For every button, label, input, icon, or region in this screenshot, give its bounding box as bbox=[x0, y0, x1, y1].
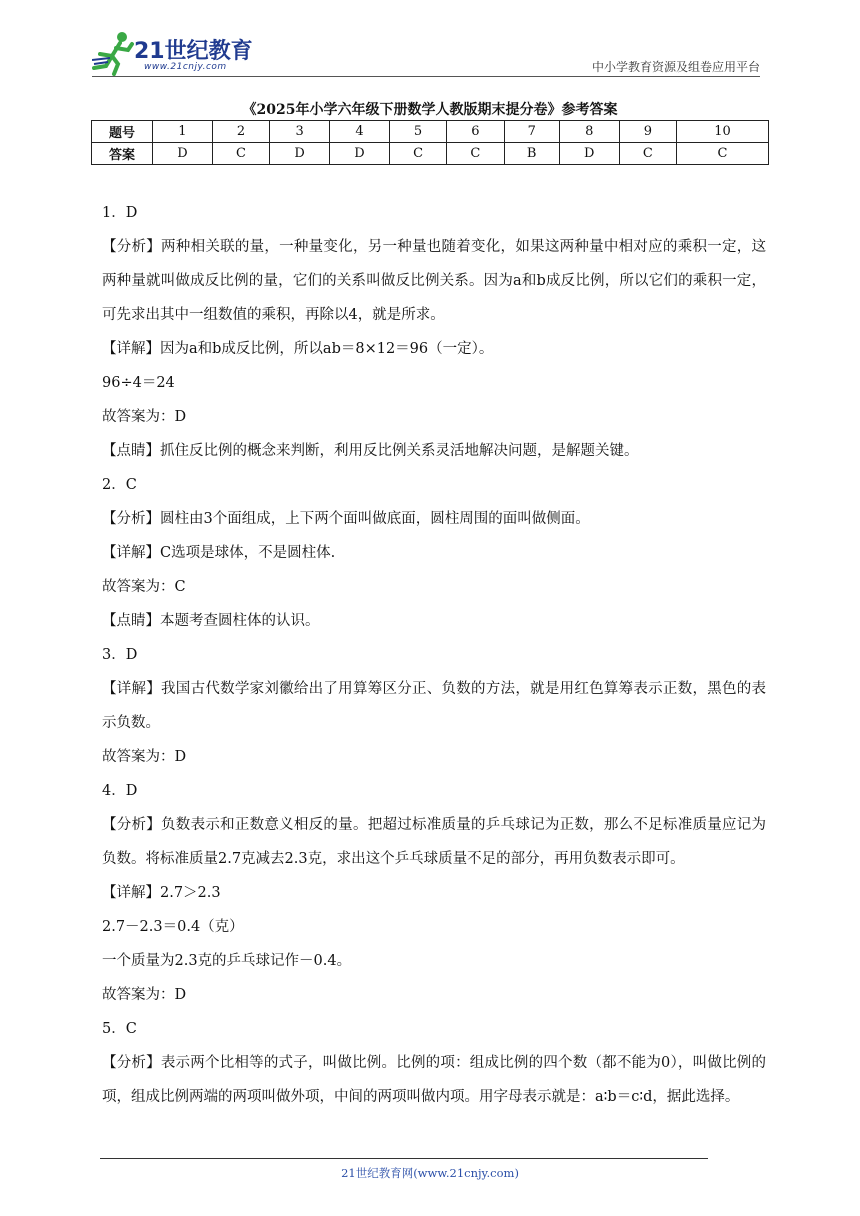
question-number: 5 bbox=[389, 121, 446, 143]
logo-text: 21世纪教育 bbox=[134, 39, 253, 64]
question-number: 6 bbox=[447, 121, 504, 143]
answer-cell: C bbox=[389, 143, 446, 165]
question-number: 3 bbox=[270, 121, 330, 143]
conclusion-line: 一个质量为2.3克的乒乓球记作－0.4。 bbox=[102, 953, 352, 969]
answer-cell: C bbox=[447, 143, 504, 165]
analysis-paragraph: 【分析】表示两个比相等的式子，叫做比例。比例的项：组成比例的四个数（都不能为0），叫做比例的项，组成比例两端的两项叫做外项，中间的两项叫做内项。用字母表示就是：a∶b＝c∶d，据此选择。 bbox=[102, 1055, 766, 1105]
answer-cell: C bbox=[677, 143, 769, 165]
detail-paragraph: 【详解】2.7＞2.3 bbox=[102, 885, 221, 901]
page-title: 《2025年小学六年级下册数学人教版期末提分卷》参考答案 bbox=[242, 102, 618, 118]
question-number: 2 bbox=[212, 121, 269, 143]
detail-paragraph: 【详解】C选项是球体，不是圆柱体. bbox=[102, 545, 336, 561]
answer-cell: D bbox=[330, 143, 390, 165]
question-number: 4 bbox=[330, 121, 390, 143]
logo bbox=[92, 30, 262, 76]
analysis-paragraph: 【分析】负数表示和正数意义相反的量。把超过标准质量的乒乓球记为正数，那么不足标准质量应记为负数。将标准质量2.7克减去2.3克，求出这个乒乓球质量不足的部分，再用负数表示即可。 bbox=[102, 817, 766, 867]
answer-cell: C bbox=[619, 143, 676, 165]
question-number: 1 bbox=[153, 121, 213, 143]
answer-cell: C bbox=[212, 143, 269, 165]
question-heading: 3．D bbox=[102, 647, 138, 663]
answer-cell: D bbox=[559, 143, 619, 165]
comment-paragraph: 【点睛】抓住反比例的概念来判断，利用反比例关系灵活地解决问题，是解题关键。 bbox=[102, 443, 639, 459]
footer-divider bbox=[100, 1158, 708, 1159]
detail-paragraph: 【详解】我国古代数学家刘徽给出了用算筹区分正、负数的方法，就是用红色算筹表示正数，黑色的表示负数。 bbox=[102, 681, 766, 731]
analysis-paragraph: 【分析】圆柱由3个面组成，上下两个面叫做底面，圆柱周围的面叫做侧面。 bbox=[102, 511, 590, 527]
question-heading: 4．D bbox=[102, 783, 138, 799]
table-row-answers bbox=[92, 143, 769, 165]
question-heading: 5．C bbox=[102, 1021, 137, 1037]
comment-paragraph: 【点睛】本题考查圆柱体的认识。 bbox=[102, 613, 320, 629]
answer-line: 故答案为：C bbox=[102, 579, 186, 595]
question-number: 7 bbox=[504, 121, 559, 143]
calculation-line: 2.7－2.3＝0.4（克） bbox=[102, 919, 244, 935]
question-number: 8 bbox=[559, 121, 619, 143]
analysis-paragraph: 【分析】两种相关联的量，一种量变化，另一种量也随着变化，如果这两种量中相对应的乘积一定，这两种量就叫做成反比例的量，它们的关系叫做反比例关系。因为a和b成反比例，所以它们的乘积一定，可先求出其中一组数值的乘积，再除以4，就是所求。 bbox=[102, 239, 766, 323]
calculation-line: 96÷4＝24 bbox=[102, 375, 175, 391]
detail-paragraph: 【详解】因为a和b成反比例，所以ab＝8×12＝96（一定）。 bbox=[102, 341, 494, 357]
question-number: 9 bbox=[619, 121, 676, 143]
answer-cell: B bbox=[504, 143, 559, 165]
question-heading: 2．C bbox=[102, 477, 137, 493]
answer-table bbox=[91, 120, 769, 165]
runner-logo-icon bbox=[92, 30, 136, 76]
header-divider bbox=[92, 76, 760, 77]
answer-line: 故答案为：D bbox=[102, 987, 187, 1003]
answer-cell: D bbox=[153, 143, 213, 165]
page-header bbox=[92, 30, 760, 78]
table-row-numbers bbox=[92, 121, 769, 143]
question-heading: 1．D bbox=[102, 205, 138, 221]
footer-link[interactable]: 21世纪教育网(www.21cnjy.com) bbox=[341, 1166, 519, 1180]
platform-name: 中小学教育资源及组卷应用平台 bbox=[591, 60, 760, 74]
logo-url: www.21cnjy.com bbox=[144, 62, 227, 72]
solutions-body bbox=[102, 196, 766, 1114]
question-number: 10 bbox=[677, 121, 769, 143]
row-label-number: 题号 bbox=[92, 121, 153, 143]
answer-line: 故答案为：D bbox=[102, 749, 187, 765]
row-label-answer: 答案 bbox=[92, 143, 153, 165]
answer-cell: D bbox=[270, 143, 330, 165]
answer-line: 故答案为：D bbox=[102, 409, 187, 425]
